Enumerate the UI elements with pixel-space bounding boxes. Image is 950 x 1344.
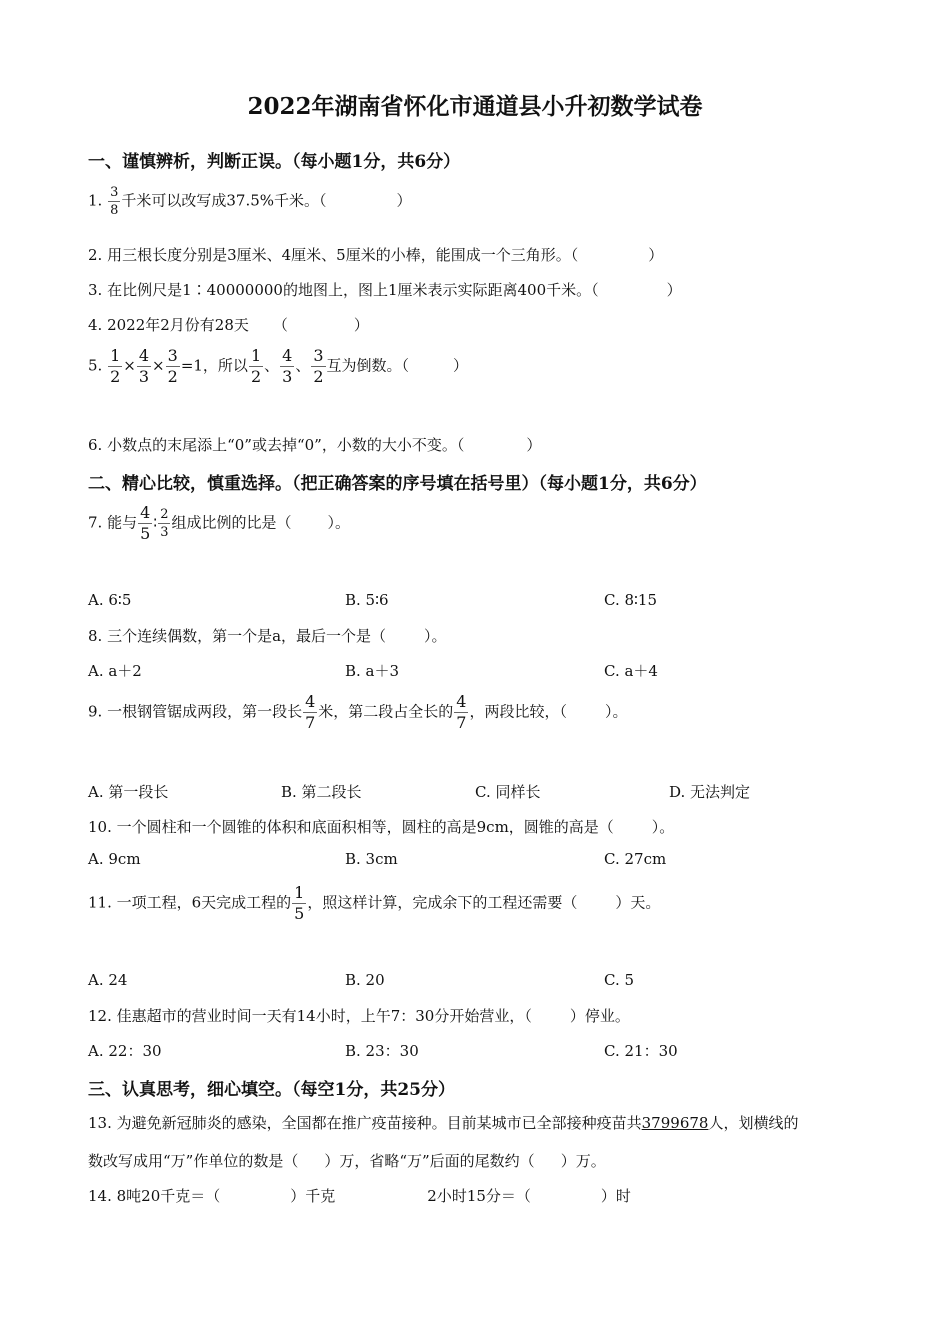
section-1-heading: 一、谨慎辨析，判断正误。（每小题1分，共6分） — [88, 152, 461, 172]
fraction: $\frac{4}{3}$ — [282, 346, 293, 386]
fraction: $\frac{1}{5}$ — [294, 883, 305, 923]
q9-option-b: B. 第二段长 — [281, 783, 362, 801]
q12-option-c: C. 21：30 — [604, 1042, 678, 1060]
fraction: $\frac{4}{3}$ — [138, 346, 150, 386]
underlined-number: 3799678 — [641, 1114, 709, 1132]
question-4: 4. 2022年2月份有28天 （ ） — [88, 316, 369, 334]
q7-option-a: A. 6∶5 — [88, 591, 132, 609]
fraction: $\frac{4}{7}$ — [456, 692, 467, 732]
question-5: 5. $\frac{1}{2}$ × $\frac{4}{3}$ × $\frac{3}{2}$ =1，所以 $\frac{1}{2}$ 、 $\frac{4}{3}$ 、 $\frac{3}{2}$ 互为倒数。（ ） — [88, 346, 469, 386]
q8-option-b: B. a＋3 — [345, 662, 400, 680]
question-6: 6. 小数点的末尾添上“0”或去掉“0”，小数的大小不变。（ ） — [88, 436, 542, 454]
q10-option-c: C. 27cm — [604, 850, 667, 868]
fraction: $\frac{3}{8}$ — [110, 185, 119, 218]
q7-option-b: B. 5∶6 — [345, 591, 389, 609]
question-number: 1. — [88, 191, 103, 210]
q12-option-a: A. 22：30 — [88, 1042, 162, 1060]
question-12: 12. 佳惠超市的营业时间一天有14小时，上午7：30分开始营业，（ ）停业。 — [88, 1007, 630, 1025]
q11-option-a: A. 24 — [88, 971, 128, 989]
fraction: $\frac{1}{2}$ — [250, 346, 262, 386]
fraction: $\frac{4}{5}$ — [140, 503, 151, 543]
q8-option-c: C. a＋4 — [604, 662, 658, 680]
question-14: 14. 8吨20千克＝（ ）千克 2小时15分＝（ ）时 — [88, 1187, 631, 1205]
question-7: 7. 能与 $\frac{4}{5}$ ∶ $\frac{2}{3}$ 组成比例的比是（ ）。 — [88, 503, 350, 543]
q11-option-c: C. 5 — [604, 971, 635, 989]
page-title: 2022年湖南省怀化市通道县小升初数学试卷 — [247, 93, 703, 120]
fraction: $\frac{1}{2}$ — [110, 346, 121, 386]
question-3: 3. 在比例尺是1∶40000000的地图上，图上1厘米表示实际距离400千米。（ ） — [88, 281, 682, 299]
fraction: $\frac{3}{2}$ — [313, 346, 324, 386]
q9-option-c: C. 同样长 — [475, 783, 541, 801]
question-1: 1. $\frac{3}{8}$ 千米可以改写成37.5%千米。（ ） — [88, 185, 412, 218]
question-13-line-2: 数改写成用“万”作单位的数是（ ）万，省略“万”后面的尾数约（ ）万。 — [88, 1152, 606, 1170]
question-9: 9. 一根钢管锯成两段，第一段长 $\frac{4}{7}$ 米，第二段占全长的 $\frac{4}{7}$ ，两段比较，（ ）。 — [88, 692, 628, 732]
question-10: 10. 一个圆柱和一个圆锥的体积和底面积相等，圆柱的高是9cm，圆锥的高是（ ）。 — [88, 818, 675, 836]
fraction: $\frac{2}{3}$ — [160, 507, 169, 540]
q9-option-d: D. 无法判定 — [669, 783, 751, 801]
q8-option-a: A. a＋2 — [88, 662, 142, 680]
fraction: $\frac{3}{2}$ — [167, 346, 178, 386]
q10-option-a: A. 9cm — [88, 850, 141, 868]
q7-option-c: C. 8∶15 — [604, 591, 658, 609]
q10-option-b: B. 3cm — [345, 850, 398, 868]
question-8: 8. 三个连续偶数，第一个是a，最后一个是（ ）。 — [88, 627, 447, 645]
q11-option-b: B. 20 — [345, 971, 385, 989]
q12-option-b: B. 23：30 — [345, 1042, 419, 1060]
question-13: 13. 为避免新冠肺炎的感染，全国都在推广疫苗接种。目前某城市已全部接种疫苗共3799678人，划横线的 — [88, 1114, 799, 1132]
question-11: 11. 一项工程，6天完成工程的 $\frac{1}{5}$ ，照这样计算，完成余下的工程还需要（ ）天。 — [88, 883, 661, 923]
q9-option-a: A. 第一段长 — [88, 783, 169, 801]
section-2-heading: 二、精心比较，慎重选择。（把正确答案的序号填在括号里）（每小题1分，共6分） — [88, 474, 707, 494]
fraction: $\frac{4}{7}$ — [305, 692, 316, 732]
question-2: 2. 用三根长度分别是3厘米、4厘米、5厘米的小棒，能围成一个三角形。（ ） — [88, 246, 664, 264]
section-3-heading: 三、认真思考，细心填空。（每空1分，共25分） — [88, 1080, 455, 1100]
